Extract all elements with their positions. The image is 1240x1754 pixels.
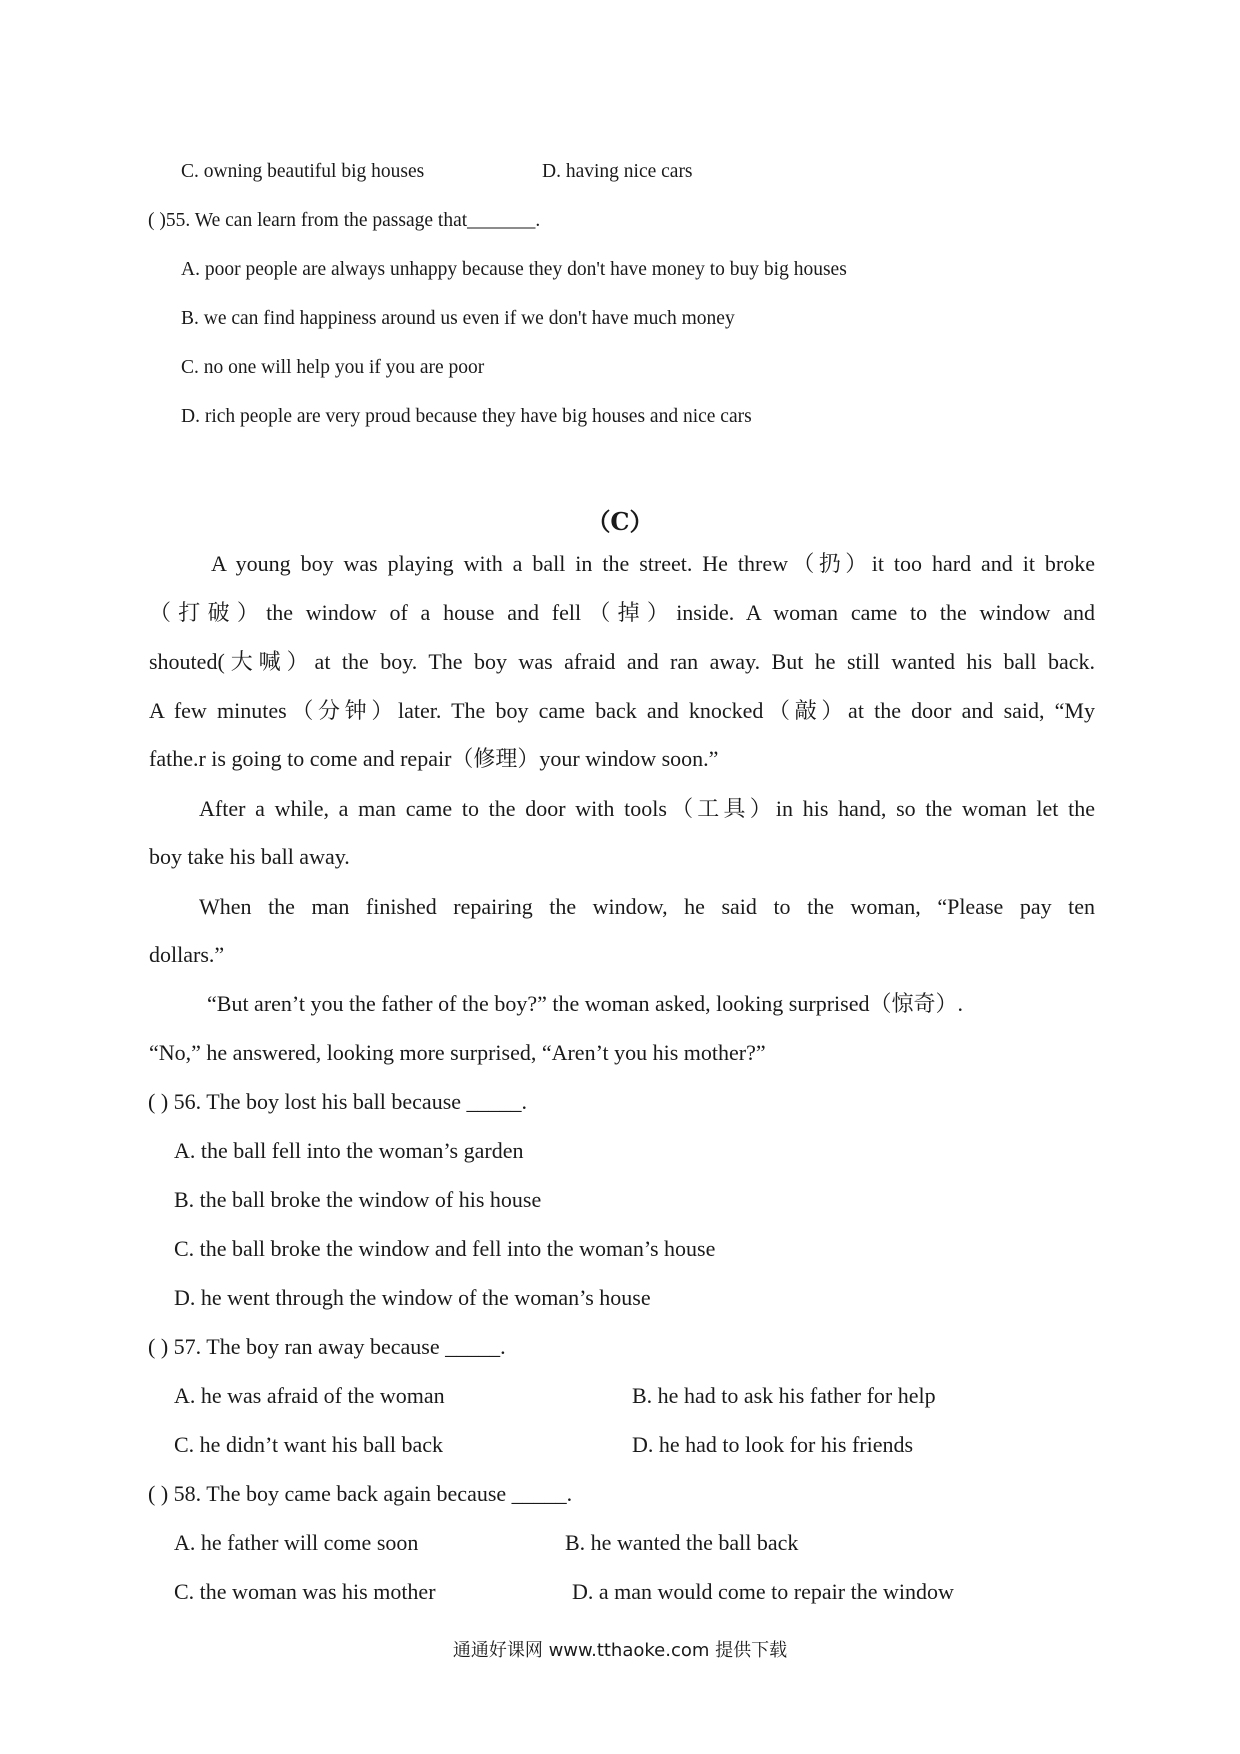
q58-option-d: D. a man would come to repair the window [572,1579,954,1604]
passage-p4-line1: “But aren’t you the father of the boy?” the woman asked, looking surprised（惊奇）. [207,991,963,1016]
q55-option-c: C. no one will help you if you are poor [181,357,485,378]
q56-stem: ( ) 56. The boy lost his ball because _____. [148,1089,528,1114]
q54-option-c: C. owning beautiful big houses [181,161,425,182]
passage-p1-line1: A young boy was playing with a ball in the street. He threw（扔）it too hard and it broke [211,551,1095,576]
q55-stem: ( )55. We can learn from the passage that_______. [148,210,541,231]
q57-option-d: D. he had to look for his friends [632,1432,914,1457]
passage-p2-line2: boy take his ball away. [149,844,350,869]
q56-option-d: D. he went through the window of the woman’s house [174,1285,651,1310]
q58-stem: ( ) 58. The boy came back again because _____. [148,1481,573,1506]
q58-option-c: C. the woman was his mother [174,1579,436,1604]
q54-option-d: D. having nice cars [542,161,693,182]
q56-option-a: A. the ball fell into the woman’s garden [174,1138,524,1163]
passage-p1-line4: A few minutes（分钟）later. The boy came back and knocked（敲）at the door and said, “My [149,698,1095,723]
section-heading: （C） [586,507,654,536]
passage-p1-line3: shouted(大喊）at the boy. The boy was afraid and ran away. But he still wanted his ball back. [149,649,1095,674]
passage-p3-line2: dollars.” [149,942,225,967]
passage-p1-line5: fathe.r is going to come and repair（修理）your window soon.” [149,746,719,771]
q57-option-a: A. he was afraid of the woman [174,1383,445,1408]
q55-option-d: D. rich people are very proud because they have big houses and nice cars [181,406,752,427]
passage-p3-line1: When the man finished repairing the window, he said to the woman, “Please pay ten [199,894,1095,919]
q57-stem: ( ) 57. The boy ran away because _____. [148,1334,506,1359]
q57-option-c: C. he didn’t want his ball back [174,1432,444,1457]
q56-option-b: B. the ball broke the window of his house [174,1187,542,1212]
page-footer: 通通好课网 www.tthaoke.com 提供下载 [452,1640,788,1661]
passage-p1-line2: （打破）the window of a house and fell（掉）inside. A woman came to the window and [149,600,1095,625]
q55-option-a: A. poor people are always unhappy because they don't have money to buy big houses [181,259,847,280]
q57-option-b: B. he had to ask his father for help [632,1383,936,1408]
passage-p4-line2: “No,” he answered, looking more surprised, “Aren’t you his mother?” [149,1040,766,1065]
q55-option-b: B. we can find happiness around us even if we don't have much money [181,308,735,329]
passage-p2-line1: After a while, a man came to the door with tools（工具）in his hand, so the woman let the [199,796,1095,821]
q56-option-c: C. the ball broke the window and fell into the woman’s house [174,1236,716,1261]
q58-option-a: A. he father will come soon [174,1530,419,1555]
q58-option-b: B. he wanted the ball back [565,1530,799,1555]
